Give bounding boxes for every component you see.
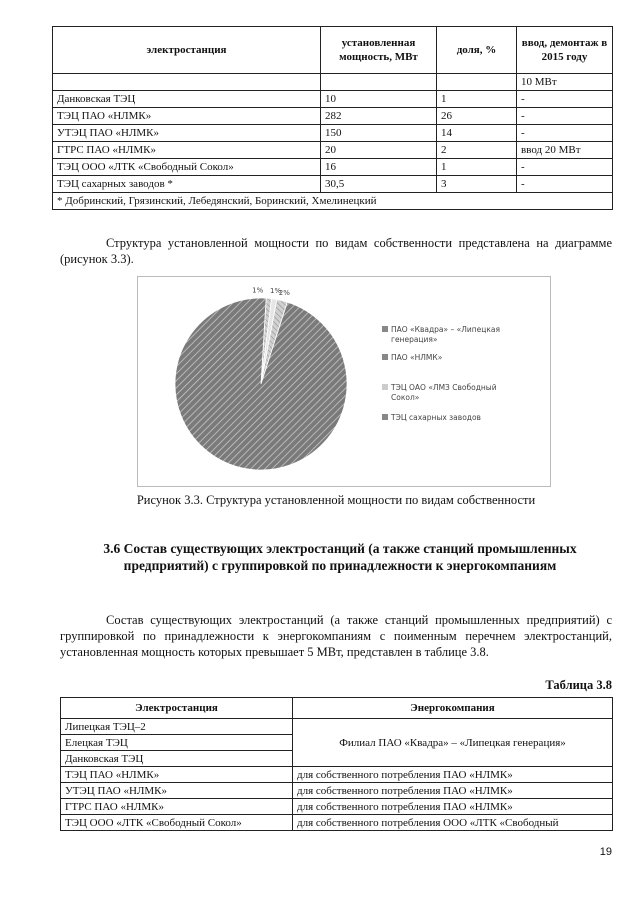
pie-data-label: 2% <box>278 288 290 297</box>
pie-data-label: 1% <box>252 286 264 295</box>
col-header-company: Энергокомпания <box>293 698 613 719</box>
table-footnote-row <box>53 193 613 210</box>
table-label: Таблица 3.8 <box>545 678 612 692</box>
energy-company-table <box>60 697 613 831</box>
pie-data-label: 1% <box>270 287 282 296</box>
table-row: Елецкая ТЭЦ <box>61 735 613 751</box>
pie-slice <box>175 298 347 470</box>
legend-item: ПАО «Квадра» – «Липецкая генерация» <box>391 325 541 345</box>
table-header-row <box>61 698 613 719</box>
table-header-row <box>53 27 613 74</box>
col-header-station: Электростанция <box>61 698 293 719</box>
table-row: ТЭЦ ООО «ЛТК «Свободный Сокол» для собственного потребления ООО «ЛТК «Свободный <box>61 815 613 831</box>
col-header-capacity: установленная мощность, МВт <box>321 27 437 74</box>
col-header-station: электростанция <box>53 27 321 74</box>
table-row: Данковская ТЭЦ <box>61 751 613 767</box>
table-row: УТЭЦ ПАО «НЛМК» для собственного потребления ПАО «НЛМК» <box>61 783 613 799</box>
table-row: ТЭЦ сахарных заводов * 30,5 3 - <box>53 176 613 193</box>
page-number: 19 <box>599 846 612 858</box>
table-row: ТЭЦ ПАО «НЛМК» для собственного потребления ПАО «НЛМК» <box>61 767 613 783</box>
table-row: Липецкая ТЭЦ–2 Филиал ПАО «Квадра» – «Липецкая генерация» <box>61 719 613 735</box>
col-header-commissioning: ввод, демонтаж в 2015 году <box>517 27 613 74</box>
figure-caption: Рисунок 3.3. Структура установленной мощности по видам собственности <box>136 493 536 507</box>
table-footnote: * Добринский, Грязинский, Лебедянский, Боринский, Хмелинецкий <box>53 193 613 210</box>
table-row: ТЭЦ ПАО «НЛМК» 282 26 - <box>53 108 613 125</box>
table-row: ТЭЦ ООО «ЛТК «Свободный Сокол» 16 1 - <box>53 159 613 176</box>
section-heading: 3.6 Состав существующих электростанций (а также станций промышленных предприятий) с группировкой по принадлежности к энергокомпаниям <box>103 541 577 573</box>
body-paragraph: Состав существующих электростанций (а также станций промышленных предприятий) с группировкой по принадлежности к энергокомпаниям с поименным перечнем электростанций, установленная мощность которых превышает 5 МВт, представлен в таблице 3.8. <box>60 613 612 659</box>
pie-svg <box>138 277 550 486</box>
group-company-cell: Филиал ПАО «Квадра» – «Липецкая генерация» <box>293 719 613 767</box>
table-row: Данковская ТЭЦ 10 1 - <box>53 91 613 108</box>
unit-cell: 10 МВт <box>517 74 613 91</box>
table-row: ГТРС ПАО «НЛМК» 20 2 ввод 20 МВт <box>53 142 613 159</box>
table-row: ГТРС ПАО «НЛМК» для собственного потребления ПАО «НЛМК» <box>61 799 613 815</box>
legend-item: ТЭЦ ОАО «ЛМЗ Свободный Сокол» <box>391 383 521 403</box>
ownership-pie-chart <box>137 276 551 487</box>
col-header-share: доля, % <box>437 27 517 74</box>
legend-item: ПАО «НЛМК» <box>391 353 541 363</box>
table-row <box>53 74 613 91</box>
station-capacity-table <box>52 26 613 210</box>
intro-paragraph: Структура установленной мощности по видам собственности представлена на диаграмме (рисунок 3.3). <box>60 236 612 266</box>
table-row: УТЭЦ ПАО «НЛМК» 150 14 - <box>53 125 613 142</box>
legend-item: ТЭЦ сахарных заводов <box>391 413 541 423</box>
